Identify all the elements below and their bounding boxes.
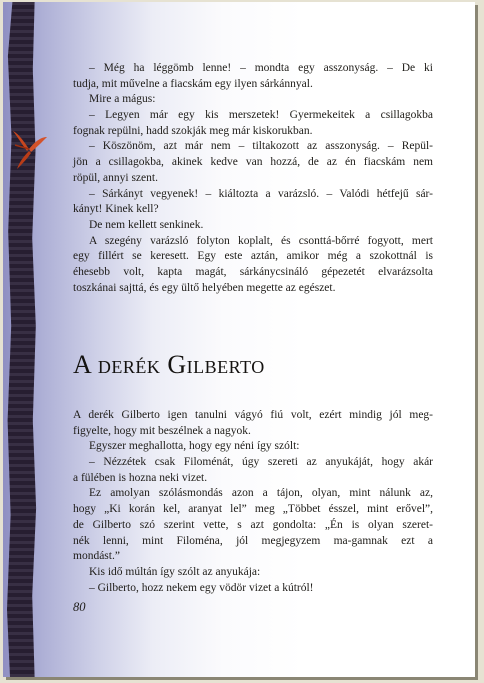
chapter-heading: A derék Gilberto [73, 350, 265, 379]
text-line: De nem kellett senkinek. [89, 218, 204, 231]
text-line: tudja, mit művelne a fiacskám egy ilyen sárkánnyal. [73, 77, 313, 90]
text-line: Ez amolyan szólásmondás azon a tájon, olyan, mint nálunk az, [89, 487, 433, 500]
text-line: – Legyen már egy kis merszetek! Gyermekeitek a csillagokba [89, 109, 433, 122]
text-line: – Még ha léggömb lenne! – mondta egy asszonyság. – De ki [89, 62, 433, 74]
text-line: figyelte, hogy mit beszélnek a nagyok. [73, 424, 251, 437]
text-line: fognak repülni, hadd szokják meg már kiskorukban. [73, 124, 313, 137]
text-line: Mire a mágus: [89, 93, 156, 106]
text-line: egy fillért se keresett. Egy este aztán, amikor még a szokottnál is [73, 250, 433, 263]
text-line: kányt! Kinek kell? [73, 203, 159, 216]
text-line: hogy „Ki korán kel, aranyat lel” meg „Többet ésszel, mint erővel”, [73, 503, 433, 516]
upper-text-block [73, 61, 433, 296]
text-line: jön a csillagokba, akinek kedve van hozzá, de az én fiacskám nem [73, 156, 433, 169]
spine-texture [7, 2, 37, 677]
text-line: röpül, annyi szent. [73, 171, 158, 184]
text-line: – Sárkányt vegyenek! – kiáltozta a varázsló. – Valódi hétfejű sár- [89, 187, 433, 200]
text-line: – Nézzétek csak Filoménát, úgy szereti az anyukáját, hogy akár [89, 456, 433, 469]
lower-text-block [73, 408, 433, 596]
page-number: 80 [73, 600, 86, 614]
decorative-spine-border [7, 2, 37, 677]
book-page [3, 2, 475, 677]
text-line: mondást.” [73, 550, 120, 563]
text-line: A szegény varázsló folyton koplalt, és csonttá-bőrré fogyott, mert [89, 234, 433, 247]
text-line: – Gilberto, hozz nekem egy vödör vizet a kútról! [89, 581, 314, 594]
text-line: A derék Gilberto igen tanulni vágyó fiú volt, ezért mindig jól meg- [73, 409, 433, 421]
text-line: toszkánai sajttá, és egy ültő helyében megette az egészet. [73, 281, 336, 294]
text-line: éhesebb volt, kapta magát, sárkánycsináló gépezetét elvarázsolta [73, 265, 433, 278]
text-line: Kis idő múltán így szólt az anyukája: [89, 565, 261, 578]
leaf-ornament-icon [9, 127, 49, 172]
text-line: Egyszer meghallotta, hogy egy néni így szólt: [89, 440, 300, 453]
text-line: nék lenni, mint Filoména, jól megjegyzem ma-gamnak ezt a [73, 534, 433, 547]
text-line: de Gilberto szó szerint vette, s azt gondolta: „Én is olyan szeret- [73, 518, 433, 531]
text-line: – Köszönöm, azt már nem – tiltakozott az asszonyság. – Repül- [89, 140, 433, 153]
text-line: a fülében is hozna neki vizet. [73, 471, 208, 484]
